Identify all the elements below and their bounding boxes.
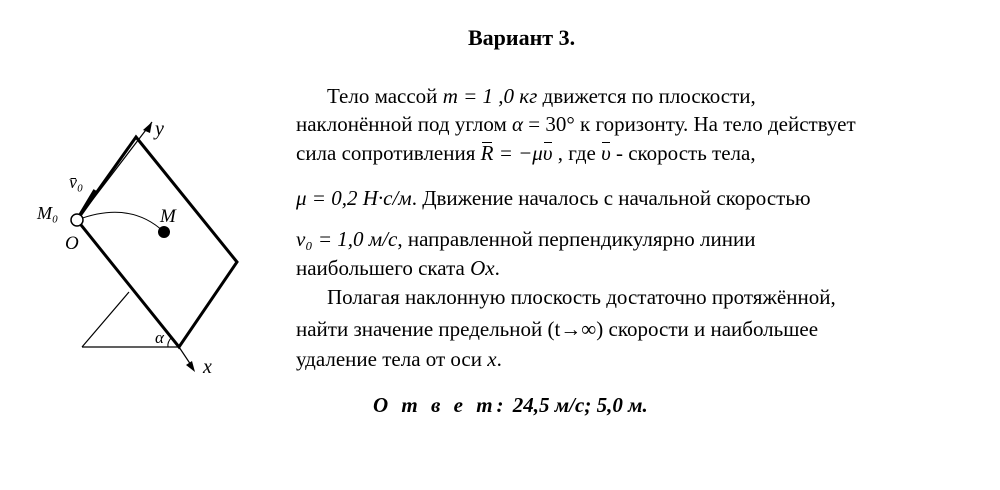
problem-line-5: v₀ = 1,0 м/с, направленной перпендикулярно линии [296, 227, 756, 251]
problem-line-3: сила сопротивления R = −μυ , где υ - скорость тела, [296, 141, 756, 165]
problem-line-7: Полагая наклонную плоскость достаточно протяжённой, [327, 285, 836, 309]
problem-line-2: наклонённой под углом α = 30° к горизонту. На тело действует [296, 112, 856, 136]
problem-line-4: μ = 0,2 Н·с/м. Движение началось с начальной скоростью [296, 186, 811, 210]
x-axis-label: x [203, 356, 212, 378]
origin-label: O [65, 233, 79, 254]
m-label: M [160, 206, 176, 227]
inclined-plane-diagram [37, 110, 315, 490]
angle-alpha-label: α [155, 328, 164, 347]
start-point-m0 [71, 214, 83, 226]
answer [373, 393, 648, 418]
y-axis-label: y [155, 118, 164, 140]
triangle-side [82, 292, 129, 347]
body-point-m [158, 226, 170, 238]
answer-label: О т в е т: [373, 393, 508, 417]
x-axis-arrow [186, 361, 195, 372]
y-axis [77, 122, 152, 220]
problem-line-9: удаление тела от оси x. [296, 347, 502, 371]
m0-label: M₀ [37, 203, 59, 223]
problem-line-6: наибольшего ската Ox. [296, 256, 500, 280]
problem-line-8: найти значение предельной (t→∞) скорости и наибольшее [296, 317, 819, 341]
page-title: Вариант 3. [468, 25, 576, 50]
problem-line-1: Тело массой m = 1 ,0 кг движется по плоскости, [327, 84, 756, 108]
answer-value: 24,5 м/с; 5,0 м. [507, 393, 648, 417]
v0-label: v̄₀ [69, 172, 84, 192]
plane-outline [77, 137, 237, 347]
trajectory-curve [77, 212, 164, 232]
